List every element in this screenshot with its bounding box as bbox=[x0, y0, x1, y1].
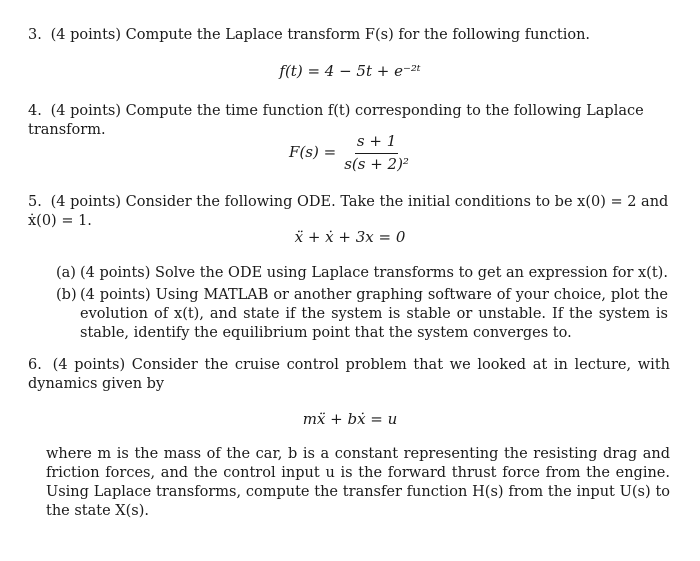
sub-part-b bbox=[56, 286, 668, 343]
fraction-numerator: s + 1 bbox=[355, 132, 398, 154]
equation-laplace-fraction bbox=[0, 132, 700, 174]
problem-5 bbox=[28, 193, 670, 231]
problem-6 bbox=[28, 356, 670, 394]
problem-number: 4. bbox=[28, 103, 42, 119]
problem-6-followup: where m is the mass of the car, b is a constant representing the resisting drag and friction forces, and the control input u is the forward thrust force from the engine. Using Laplace transforms, compute the transfer function H(s) from the input U(s) to the state X(s). bbox=[46, 446, 670, 519]
problem-number: 6. bbox=[28, 357, 42, 373]
problem-number: 5. bbox=[28, 194, 42, 210]
equation-cruise-dynamics: mẍ + bẋ = u bbox=[302, 410, 398, 428]
equation-lhs: F(s) = bbox=[289, 143, 337, 162]
fraction bbox=[342, 132, 411, 174]
problem-statement: (4 points) Consider the following ODE. Take the initial conditions to be x(0) = 2 and ẋ(0) = 1. bbox=[28, 194, 669, 229]
equation-ode: ẍ + ẋ + 3x = 0 bbox=[294, 228, 406, 246]
sub-part-tag: (b) bbox=[56, 287, 77, 303]
sub-part-text: (4 points) Solve the ODE using Laplace transforms to get an expression for x(t). bbox=[80, 265, 668, 281]
fraction-denominator: s(s + 2)² bbox=[344, 154, 409, 173]
sub-part-tag: (a) bbox=[56, 265, 76, 281]
problem-statement: (4 points) Compute the Laplace transform F(s) for the following function. bbox=[50, 27, 591, 43]
problem-statement: (4 points) Compute the time function f(t) corresponding to the following Laplace transform. bbox=[28, 103, 644, 138]
problem-statement: (4 points) Consider the cruise control problem that we looked at in lecture, with dynamics given by bbox=[28, 357, 670, 392]
problem-number: 3. bbox=[28, 27, 42, 43]
sub-part-text: (4 points) Using MATLAB or another graphing software of your choice, plot the evolution of x(t), and state if the system is stable or unstable. If the system is stable, identify the equilibrium point that the system converges to. bbox=[80, 287, 668, 341]
sub-part-a bbox=[56, 264, 668, 283]
equation-f-of-t: f(t) = 4 − 5t + e⁻²ᵗ bbox=[279, 62, 421, 80]
problem-3 bbox=[28, 26, 670, 45]
